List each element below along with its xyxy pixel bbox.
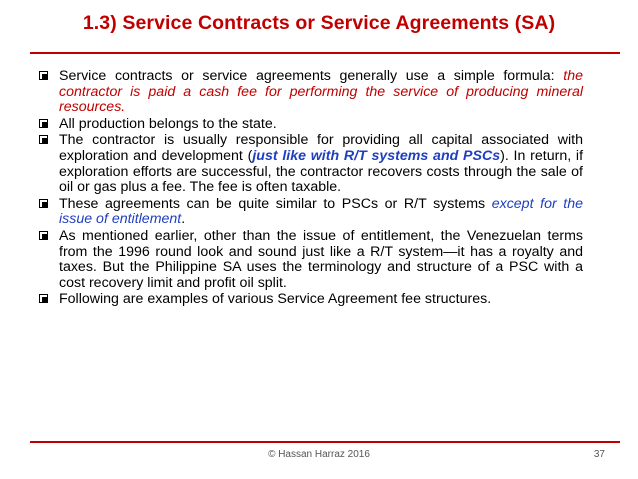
bullet-item [38, 117, 583, 133]
bullet-highlight-blue: except for the issue of entitlement [59, 195, 584, 228]
square-bullet-icon [39, 135, 48, 144]
bullet-text: Service contracts or service agreements generally use a simple formula: [59, 68, 564, 84]
bullet-text-continued: . [181, 211, 186, 228]
square-bullet-icon [39, 231, 48, 240]
bullet-item [38, 292, 583, 308]
bullet-text: The contractor is usually responsible for providing all capital associated with exploration and development ( [59, 132, 583, 164]
bullet-text: These agreements can be quite similar to PSCs or R/T systems [59, 195, 492, 212]
square-bullet-icon [39, 71, 48, 80]
copyright-notice: © Hassan Harraz 2016 [268, 449, 370, 460]
square-bullet-icon [39, 294, 48, 303]
bullet-item [38, 69, 583, 116]
bullet-text: As mentioned earlier, other than the issue of entitlement, the Venezuelan terms from the 1996 round look and sound just like a R/T system—it has a royalty and taxes. But the Philippine SA uses the terminology and structure of a PSC with a cost recovery limit and profit oil split. [59, 227, 583, 291]
square-bullet-icon [39, 199, 48, 208]
bullet-highlight-red: the contractor is paid a cash fee for performing the service of producing mineral resources. [59, 68, 583, 116]
page-number: 37 [593, 449, 605, 460]
title-divider [30, 52, 620, 54]
bullet-item [38, 197, 583, 228]
bullet-item [38, 133, 583, 195]
bullet-list [38, 69, 583, 309]
footer-divider [30, 441, 620, 443]
bullet-item [38, 229, 583, 291]
bullet-highlight-blue-bold: just like with R/T systems and PSCs [252, 147, 501, 164]
bullet-text: Following are examples of various Service Agreement fee structures. [59, 291, 492, 308]
slide-title: 1.3) Service Contracts or Service Agreements (SA) [82, 12, 556, 34]
bullet-text-continued: ). In return, if exploration efforts are successful, the contractor recovers costs through the sale of oil or gas plus a fee. The fee is often taxable. [59, 147, 584, 196]
square-bullet-icon [39, 119, 48, 128]
bullet-text: All production belongs to the state. [59, 115, 277, 132]
